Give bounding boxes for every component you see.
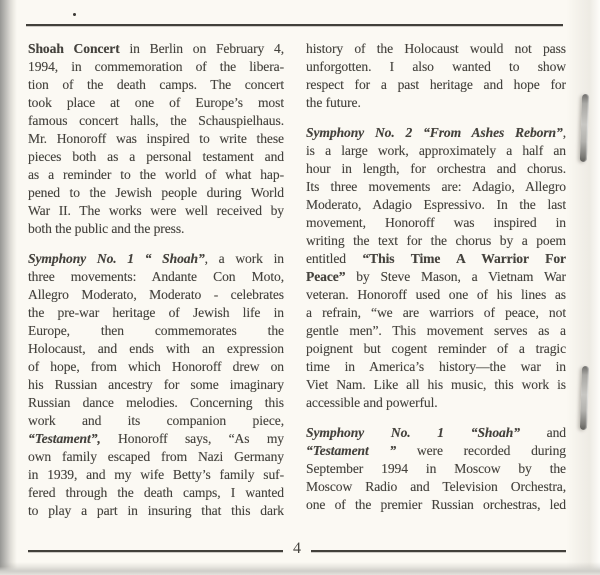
text-line: unforgotten. I also wanted to show — [306, 59, 566, 74]
paragraph — [306, 40, 566, 112]
text-line: Symphony No. 1 “ Shoah”, a work in — [28, 251, 284, 266]
text-line: “Testament”, Honoroff says, “As my — [28, 431, 284, 446]
scan-bottom-edge — [0, 562, 600, 575]
text-line: is a large work, approximately a half an — [306, 143, 566, 158]
scan-right-shadow — [566, 0, 600, 575]
text-line: Allegro Moderato, Moderato - celebrates — [28, 287, 284, 302]
text-line: fered through the death camps, I wanted — [28, 485, 284, 500]
page-number: 4 — [293, 540, 301, 557]
text-line: Moderato, Adagio Espressivo. In the last — [306, 197, 566, 212]
text-line: Moscow Radio and Television Orchestra, — [306, 479, 566, 494]
text-line: pened to the Jewish people during World — [28, 185, 284, 200]
text-line: pieces both as a personal testament and — [28, 149, 284, 164]
paragraph — [306, 424, 566, 514]
text-line: both the public and the press. — [28, 221, 185, 236]
text-line: in 1939, and my wife Betty’s family suf- — [28, 467, 284, 482]
text-line: poignent but cogent reminder of a tragic — [306, 341, 566, 356]
bottom-rule-right — [311, 550, 566, 552]
text-line: three movements: Andante Con Moto, — [28, 269, 284, 284]
text-line: Holocaust, and ends with an expression — [28, 341, 284, 356]
text-line: took place at one of Europe’s most — [28, 95, 284, 110]
text-line: a refrain, “we are warriors of peace, not — [306, 305, 566, 320]
text-line: as a reminder to the world of what hap- — [28, 167, 284, 182]
booklet-staple-bottom — [580, 366, 589, 430]
text-line: of hope, from which Honoroff drew on — [28, 359, 284, 374]
text-line: work and its companion piece, — [28, 413, 284, 428]
bottom-rule-left — [28, 550, 283, 552]
text-line: the future. — [306, 95, 361, 110]
booklet-staple-top — [580, 94, 589, 162]
text-line: time in America’s history—the war in — [306, 359, 566, 374]
text-line: the pre-war heritage of Jewish life in — [28, 305, 284, 320]
ink-speck — [73, 13, 76, 16]
text-line: his Russian ancestry for some imaginary — [28, 377, 284, 392]
text-line: respect for a past heritage and hope for — [306, 77, 566, 92]
text-column-right — [306, 40, 566, 514]
text-line: accessible and powerful. — [306, 395, 438, 410]
text-line: Peace” by Steve Mason, a Vietnam War — [306, 269, 566, 284]
text-line: own family escaped from Nazi Germany — [28, 449, 284, 464]
text-line: gentle men”. This movement serves as a — [306, 323, 566, 338]
top-rule — [26, 24, 563, 26]
text-line: “Testament ” were recorded during — [306, 443, 566, 458]
text-line: Its three movements are: Adagio, Allegro — [306, 179, 566, 194]
text-line: tion of the death camps. The concert — [28, 77, 284, 92]
text-line: Shoah Concert in Berlin on February 4, — [28, 41, 284, 56]
text-line: War II. The works were well received by — [28, 203, 284, 218]
text-column-left — [28, 40, 284, 520]
text-line: one of the premier Russian orchestras, led — [306, 497, 566, 512]
text-line: to play a part in insuring that this dark — [28, 503, 284, 518]
text-line: Symphony No. 1 “Shoah” and — [306, 425, 566, 440]
text-line: Russian dance melodies. Concerning this — [28, 395, 284, 410]
text-line: Viet Nam. Like all his music, this work is — [306, 377, 566, 392]
text-line: Mr. Honoroff was inspired to write these — [28, 131, 284, 146]
text-line: hour in length, for orchestra and chorus. — [306, 161, 566, 176]
text-line: Symphony No. 2 “From Ashes Reborn”, — [306, 125, 566, 140]
paragraph — [28, 250, 284, 520]
text-line: veteran. Honoroff used one of his lines as — [306, 287, 566, 302]
text-line: Europe, then commemorates the — [28, 323, 284, 338]
text-line: movement, Honoroff was inspired in — [306, 215, 566, 230]
text-line: 1994, in commemoration of the libera- — [28, 59, 284, 74]
paragraph — [28, 40, 284, 238]
text-line: entitled “This Time A Warrior For — [306, 251, 566, 266]
scan-left-edge — [0, 0, 17, 575]
paragraph — [306, 124, 566, 412]
text-line: September 1994 in Moscow by the — [306, 461, 566, 476]
text-line: history of the Holocaust would not pass — [306, 41, 566, 56]
text-line: writing the text for the chorus by a poem — [306, 233, 566, 248]
text-line: famous concert halls, the Schauspielhaus. — [28, 113, 284, 128]
